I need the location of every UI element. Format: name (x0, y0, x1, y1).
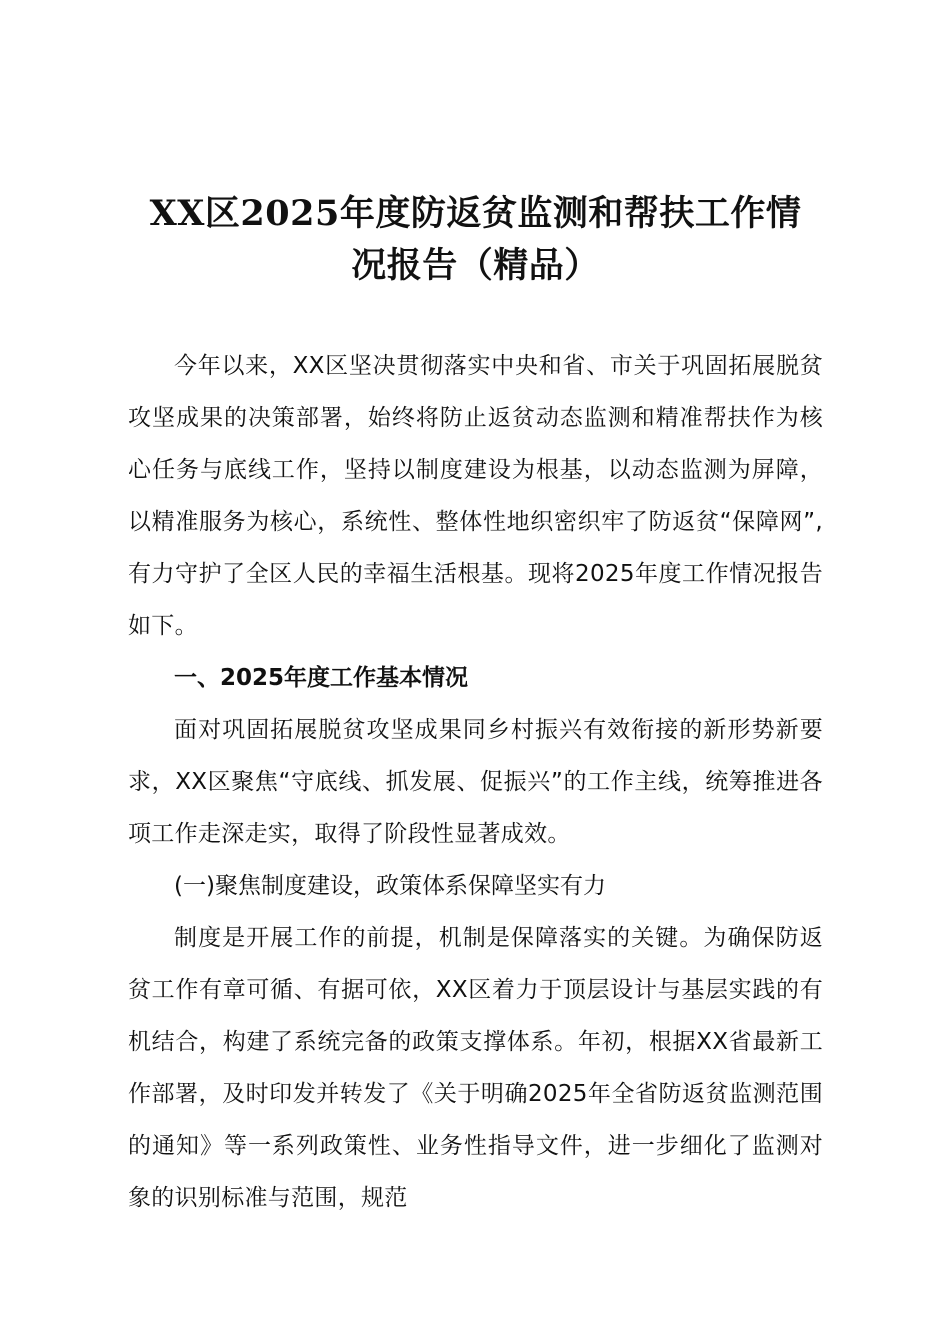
subsection-1-heading: (一)聚焦制度建设，政策体系保障坚实有力 (174, 873, 606, 899)
title-line-2: 况报告（精品） (351, 245, 600, 286)
document-title (128, 188, 823, 292)
title-line-1: XX区2025年度防返贫监测和帮扶工作情 (149, 193, 802, 234)
subsection-1-paragraph: 制度是开展工作的前提，机制是保障落实的关键。为确保防返贫工作有章可循、有据可依，XX区着力于顶层设计与基层实践的有机结合，构建了系统完备的政策支撑体系。年初，根据XX省最新工作部署，及时印发并转发了《关于明确2025年全省防返贫监测范围的通知》等一系列政策性、业务性指导文件，进一步细化了监测对象的识别标准与范围，规范 (128, 925, 823, 1211)
section-1-heading: 一、2025年度工作基本情况 (174, 665, 469, 691)
document-page (128, 188, 823, 1224)
intro-paragraph: 今年以来，XX区坚决贯彻落实中央和省、市关于巩固拓展脱贫攻坚成果的决策部署，始终将防止返贫动态监测和精准帮扶作为核心任务与底线工作，坚持以制度建设为根基，以动态监测为屏障，以精准服务为核心，系统性、整体性地织密织牢了防返贫“保障网”,有力守护了全区人民的幸福生活根基。现将2025年度工作情况报告如下。 (128, 353, 823, 639)
section-1-paragraph: 面对巩固拓展脱贫攻坚成果同乡村振兴有效衔接的新形势新要求，XX区聚焦“守底线、抓发展、促振兴”的工作主线，统筹推进各项工作走深走实，取得了阶段性显著成效。 (128, 717, 823, 847)
